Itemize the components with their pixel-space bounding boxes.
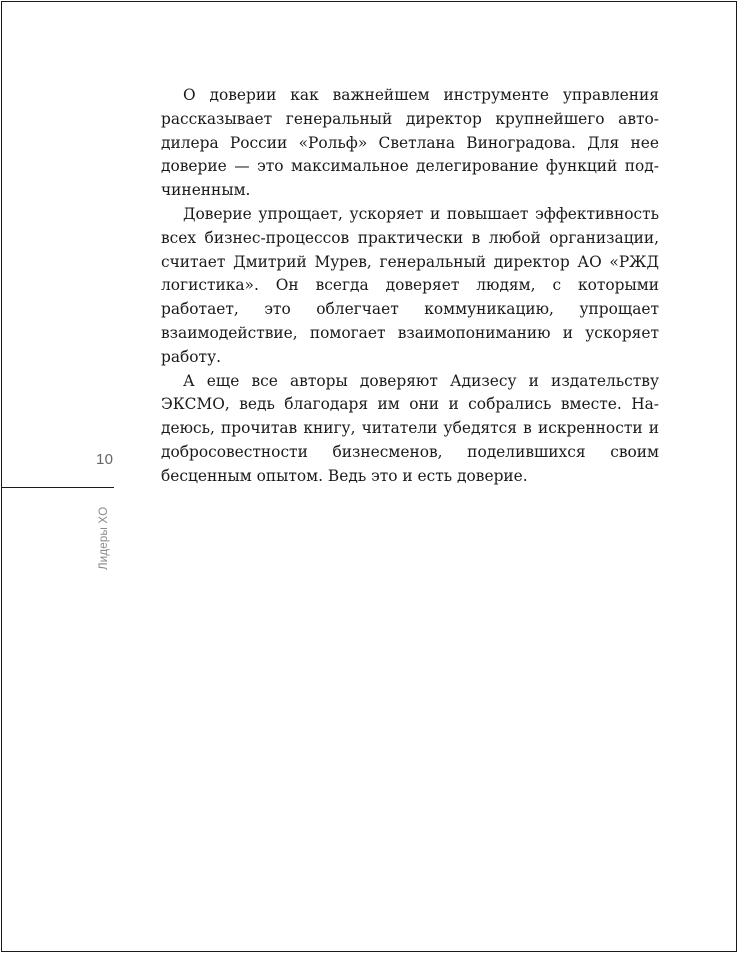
body-text [161, 84, 659, 489]
book-page [1, 1, 737, 952]
running-title: Лидеры XO [98, 506, 110, 570]
margin-rule [2, 487, 114, 488]
page-number: 10 [96, 451, 114, 468]
paragraph: О доверии как важнейшем инструменте управления рассказывает генеральный директор крупнейшего автодилера России «Рольф» Светлана Виноградова. Для нее доверие — это максимальное делегирование функций подчиненным. [161, 86, 659, 200]
paragraph: А еще все авторы доверяют Адизесу и издательству ЭКСМО, ведь благодаря им они и собрались вместе. Надеюсь, прочитав книгу, читатели убедятся в искренности и добросовестности бизнесменов, поделившихся своим бесценным опытом. Ведь это и есть доверие. [161, 371, 659, 485]
paragraph: Доверие упрощает, ускоряет и повышает эффективность всех бизнес-процессов практически в любой организации, считает Дмитрий Мурев, генеральный директор АО «РЖД логистика». Он всегда доверяет людям, с которыми работает, это облегчает коммуникацию, упрощает взаимодействие, помогает взаимопониманию и ускоряет работу. [161, 204, 659, 366]
